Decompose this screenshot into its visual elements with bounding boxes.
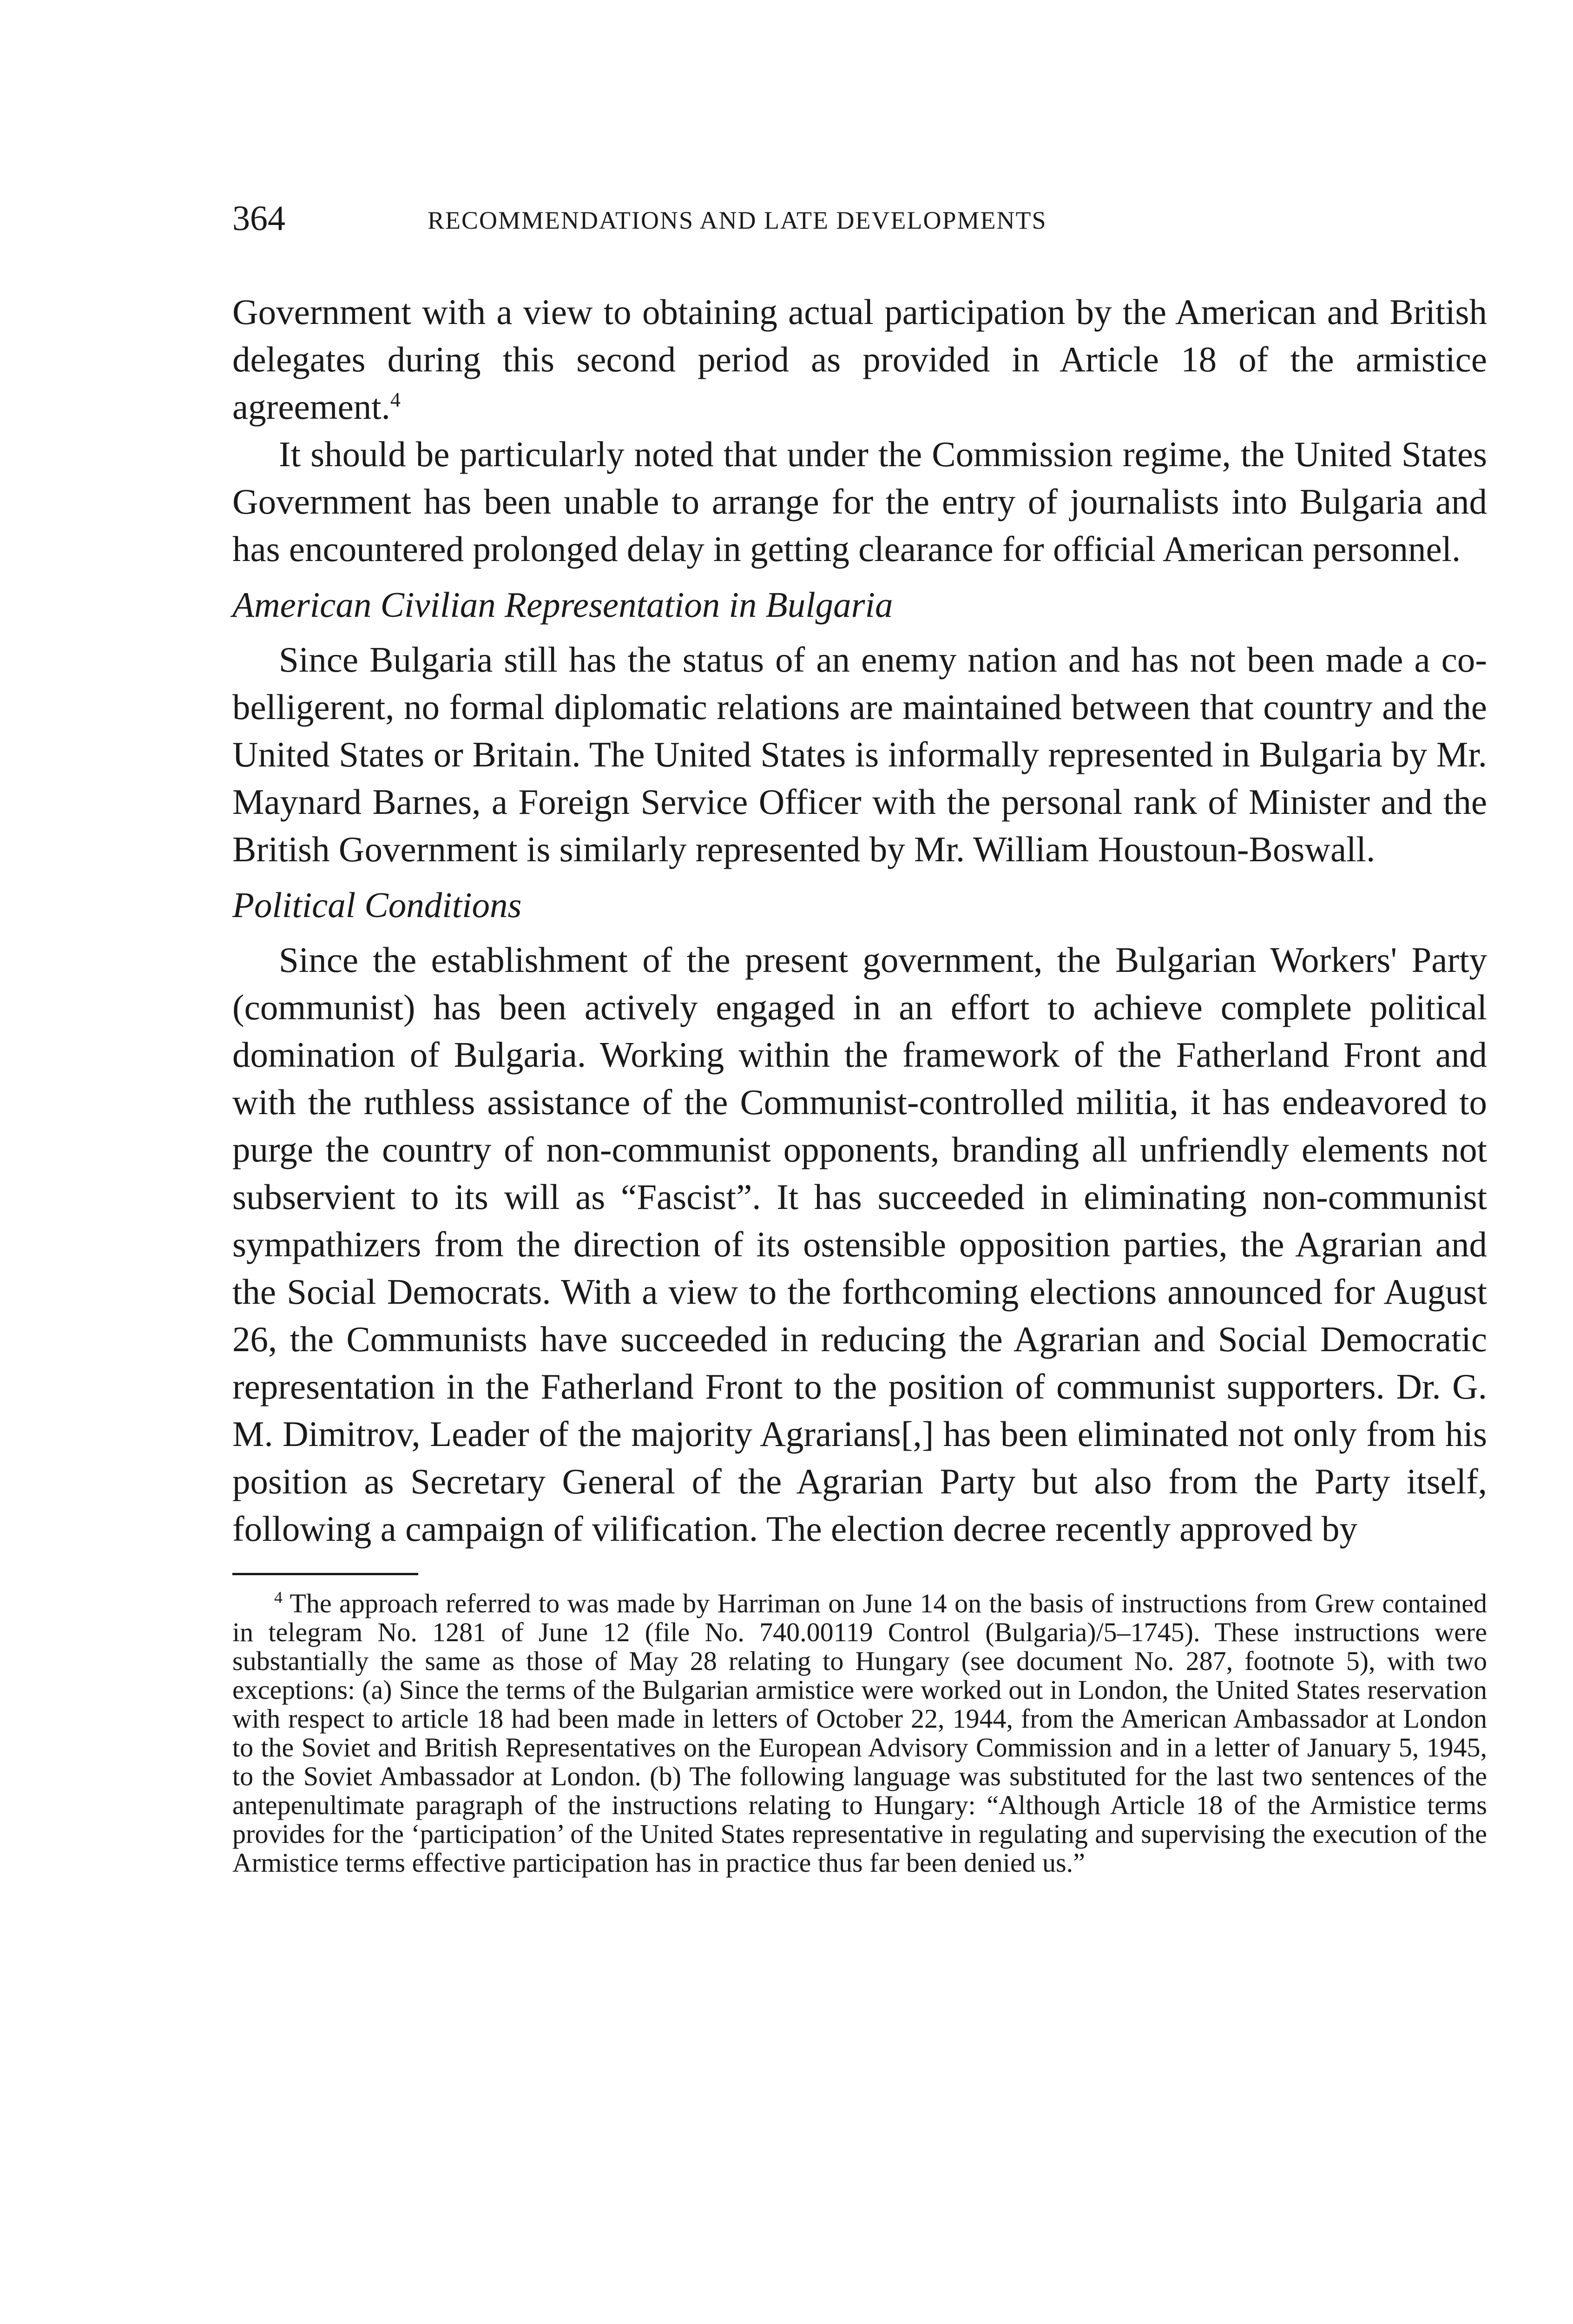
paragraph: It should be particularly noted that under the Commission regime, the United States Government has been unable to arrange for the entry of journalists into Bulgaria and has encountered prolonged delay in getting clearance for official American personnel. xyxy=(232,434,1487,569)
running-head xyxy=(232,195,1487,251)
paragraph-continuation xyxy=(232,288,1487,430)
footnote-marker: 4 xyxy=(274,1588,283,1607)
footnote-divider xyxy=(232,1573,418,1575)
footnote-reference: 4 xyxy=(390,388,401,411)
paragraph: Since the establishment of the present government, the Bulgarian Workers' Party (communist) has been actively engaged in an effort to achieve complete political domination of Bulgaria. Working within the framework of the Fatherland Front and with the ruthless assistance of the Communist-controlled militia, it has endeavored to purge the country of non-communist opponents, branding all unfriendly elements not subservient to its will as “Fascist”. It has succeeded in eliminating non-communist sympathizers from the direction of its ostensible opposition parties, the Agrarian and the Social Democrats. With a view to the forthcoming elections announced for August 26, the Communists have succeeded in reducing the Agrarian and Social Democratic representation in the Fatherland Front to the position of communist supporters. Dr. G. M. Dimitrov, Leader of the majority Agrarians[,] has been eliminated not only from his position as Secretary General of the Agrarian Party but also from the Party itself, following a campaign of vilification. The election decree recently approved by xyxy=(232,940,1487,1549)
section-heading: Political Conditions xyxy=(232,885,522,925)
document-page xyxy=(232,195,1487,1877)
body-text xyxy=(232,288,1487,1552)
section-heading: American Civilian Representation in Bulgaria xyxy=(232,585,893,625)
running-title: RECOMMENDATIONS AND LATE DEVELOPMENTS xyxy=(428,206,1047,234)
paragraph-text: Government with a view to obtaining actual participation by the American and British delegates during this second period as provided in Article 18 of the armistice agreement. xyxy=(232,292,1487,427)
page-number: 364 xyxy=(232,199,285,238)
paragraph: Since Bulgaria still has the status of an enemy nation and has not been made a co-belligerent, no formal diplomatic relations are maintained between that country and the United States or Britain. The United States is informally represented in Bulgaria by Mr. Maynard Barnes, a Foreign Service Officer with the personal rank of Minister and the British Government is similarly represented by Mr. William Houstoun-Boswall. xyxy=(232,640,1487,869)
footnote xyxy=(232,1589,1487,1877)
footnote-paragraph xyxy=(232,1589,1487,1877)
footnote-text: The approach referred to was made by Harriman on June 14 on the basis of instructions from Grew contained in telegram No. 1281 of June 12 (file No. 740.00119 Control (Bulgaria)/5–1745). These instructions were substantially the same as those of May 28 relating to Hungary (see document No. 287, footnote 5), with two exceptions: (a) Since the terms of the Bulgarian armistice were worked out in London, the United States reservation with respect to article 18 had been made in letters of October 22, 1944, from the American Ambassador at London to the Soviet and British Representatives on the European Advisory Commission and in a letter of January 5, 1945, to the Soviet Ambassador at London. (b) The following language was substituted for the last two sentences of the antepenultimate paragraph of the instructions relating to Hungary: “Although Article 18 of the Armistice terms provides for the ‘participation’ of the United States representative in regulating and supervising the execution of the Armistice terms effective participation has in practice thus far been denied us.” xyxy=(232,1588,1487,1878)
